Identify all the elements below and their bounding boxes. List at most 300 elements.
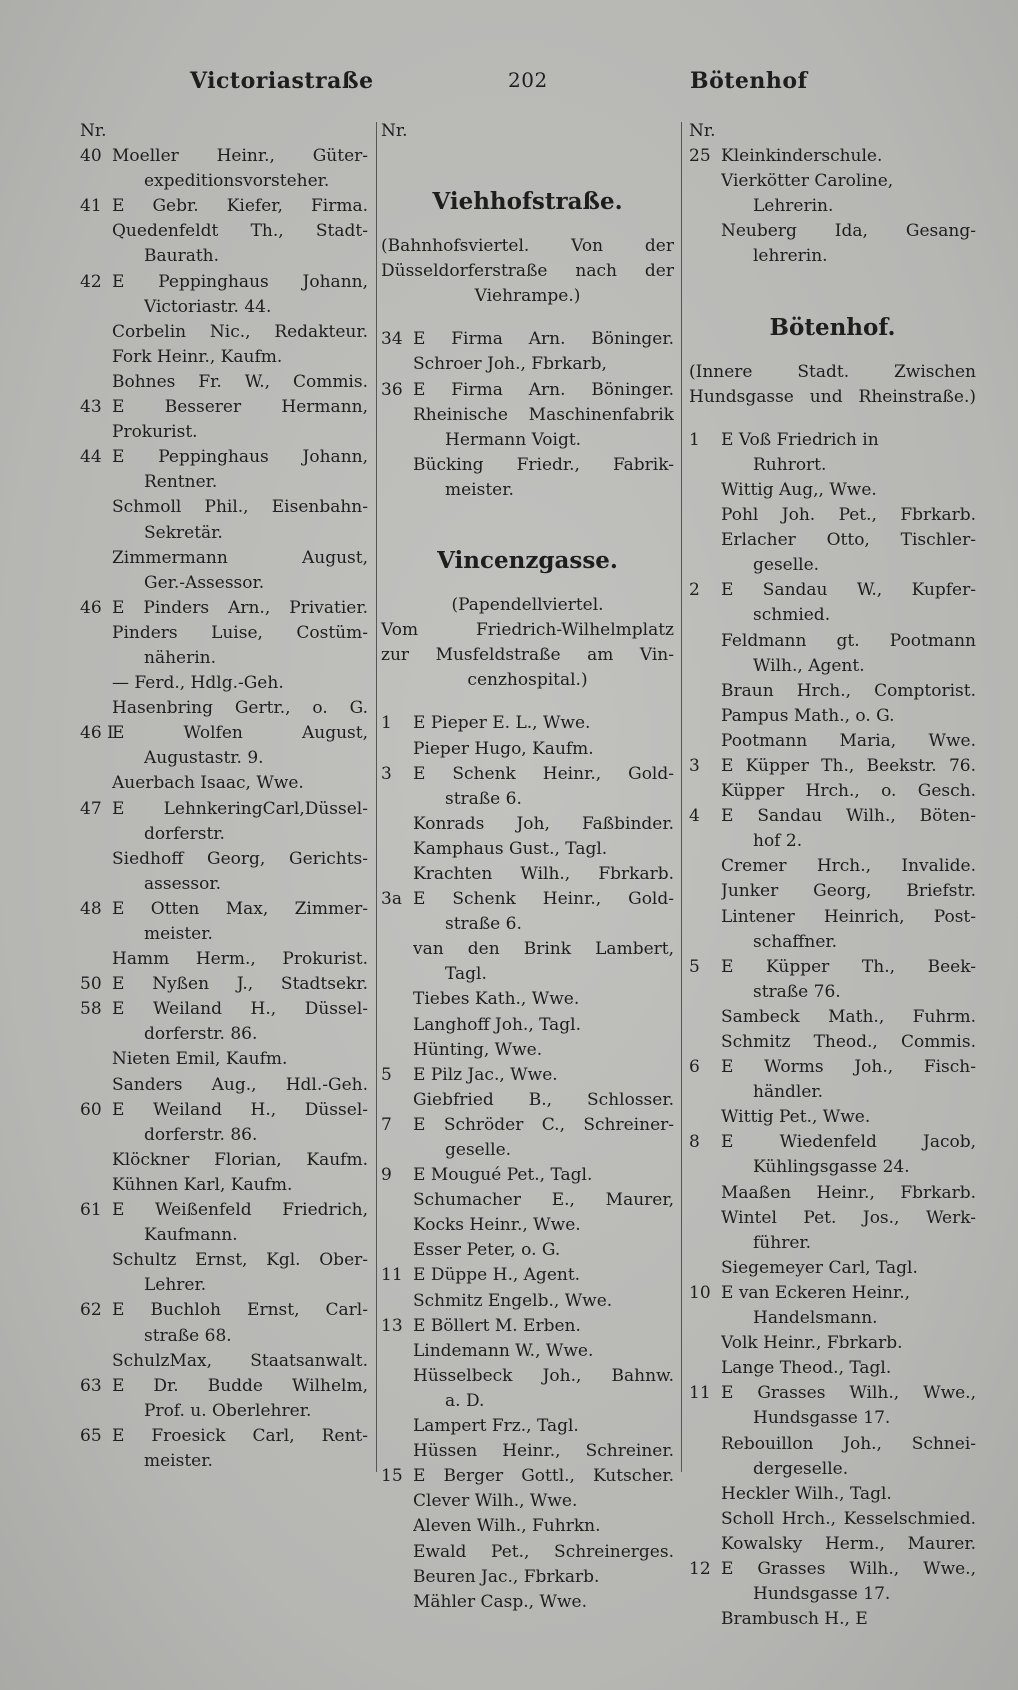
directory-entry-line	[80, 872, 368, 897]
directory-entry-line	[381, 478, 674, 503]
resident-text: Aleven Wilh., Fuhrkn.	[413, 1516, 601, 1537]
directory-entry-line	[689, 578, 976, 603]
street-description: Düsseldorferstraße nach der	[381, 261, 674, 282]
directory-entry-line	[80, 395, 368, 420]
resident-text: E Wiedenfeld Jacob,	[721, 1132, 976, 1153]
directory-entry-line	[80, 1198, 368, 1223]
house-number: 25	[689, 146, 711, 167]
house-number: 3	[689, 755, 700, 776]
resident-text: Kowalsky Herm., Maurer.	[721, 1533, 976, 1554]
directory-entry-line	[80, 671, 368, 696]
directory-entry-line	[80, 169, 368, 194]
directory-entry-line	[689, 629, 976, 654]
resident-text: hof 2.	[753, 831, 803, 852]
house-number: 46	[80, 597, 102, 618]
directory-entry-line	[381, 1138, 674, 1163]
directory-entry-line	[80, 1424, 368, 1449]
directory-entry-line	[381, 1088, 674, 1113]
house-number: 4	[689, 806, 700, 827]
resident-text: dergeselle.	[753, 1458, 849, 1479]
resident-text: Siedhoff Georg, Gerichts-	[112, 848, 368, 869]
house-number: 11	[689, 1383, 711, 1404]
house-number: 12	[689, 1558, 711, 1579]
resident-text: Bücking Friedr., Fabrik-	[413, 454, 674, 475]
directory-entry-line	[80, 546, 368, 571]
street-description: (Bahnhofsviertel. Von der	[381, 236, 674, 257]
directory-entry-line	[689, 829, 976, 854]
house-number: 10	[689, 1282, 711, 1303]
directory-entry-line	[381, 1113, 674, 1138]
resident-text: straße 68.	[144, 1325, 232, 1346]
directory-entry-line	[689, 503, 976, 528]
resident-text: Quedenfeldt Th., Stadt-	[112, 221, 368, 242]
resident-text: Heckler Wilh., Tagl.	[721, 1483, 892, 1504]
resident-text: straße 76.	[753, 981, 841, 1002]
house-number: 48	[80, 898, 102, 919]
resident-text: Wittig Pet., Wwe.	[721, 1107, 871, 1128]
directory-entry-line	[381, 119, 674, 144]
resident-text: Pinders Luise, Costüm-	[112, 622, 368, 643]
house-number: 43	[80, 397, 102, 418]
resident-text: E Weiland H., Düssel-	[112, 999, 368, 1020]
directory-entry-line	[381, 711, 674, 736]
resident-text: Schultz Ernst, Kgl. Ober-	[112, 1250, 368, 1271]
directory-entry-line	[689, 779, 976, 804]
resident-text: SchulzMax, Staatsanwalt.	[112, 1350, 368, 1371]
directory-entry-line	[80, 295, 368, 320]
resident-text: E Worms Joh., Fisch-	[721, 1057, 976, 1078]
directory-entry-line	[381, 1489, 674, 1514]
resident-text: E Berger Gottl., Kutscher.	[413, 1466, 674, 1487]
resident-text: E Böllert M. Erben.	[413, 1315, 581, 1336]
directory-entry-line	[80, 521, 368, 546]
house-number: 9	[381, 1165, 392, 1186]
directory-entry-line	[80, 746, 368, 771]
directory-entry-line	[381, 1038, 674, 1063]
resident-text: Lehrer.	[144, 1275, 207, 1296]
directory-entry-line	[381, 1364, 674, 1389]
house-number: 62	[80, 1300, 102, 1321]
resident-text: Wilh., Agent.	[753, 655, 865, 676]
resident-text: Klöckner Florian, Kaufm.	[112, 1149, 368, 1170]
resident-text: näherin.	[144, 647, 217, 668]
running-head-left: Victoriastraße	[190, 68, 374, 94]
directory-entry-line	[689, 980, 976, 1005]
directory-entry-line	[689, 553, 976, 578]
directory-entry-line	[689, 1030, 976, 1055]
resident-text: Beuren Jac., Fbrkarb.	[413, 1566, 600, 1587]
resident-text: Hüsselbeck Joh., Bahnw.	[413, 1365, 674, 1386]
resident-text: Kocks Heinr., Wwe.	[413, 1215, 581, 1236]
directory-entry-line	[689, 244, 976, 269]
resident-text: Junker Georg, Briefstr.	[721, 881, 976, 902]
house-number: 3a	[381, 889, 402, 910]
directory-entry-line	[80, 1399, 368, 1424]
directory-entry-line	[689, 194, 976, 219]
directory-entry-line	[381, 1063, 674, 1088]
resident-text: E Schenk Heinr., Gold-	[413, 763, 674, 784]
directory-entry-line	[689, 219, 976, 244]
directory-entry-line	[80, 621, 368, 646]
resident-text: E Pieper E. L., Wwe.	[413, 713, 591, 734]
resident-text: E Weißenfeld Friedrich,	[112, 1200, 368, 1221]
directory-entry-line	[689, 1231, 976, 1256]
directory-entry-line	[80, 1047, 368, 1072]
directory-entry-line	[80, 1148, 368, 1173]
directory-entry-line	[80, 1349, 368, 1374]
directory-entry-line	[689, 1406, 976, 1431]
directory-entry-line	[381, 1339, 674, 1364]
resident-text: Feldmann gt. Pootmann	[721, 630, 976, 651]
resident-text: Wittig Aug,, Wwe.	[721, 479, 877, 500]
house-number: 13	[381, 1315, 403, 1336]
directory-entry-line	[381, 1590, 674, 1615]
resident-text: E Gebr. Kiefer, Firma.	[112, 196, 368, 217]
resident-text: Kühlingsgasse 24.	[753, 1157, 910, 1178]
directory-entry-line	[80, 1173, 368, 1198]
directory-entry-line	[80, 1022, 368, 1047]
directory-entry-line	[80, 1073, 368, 1098]
house-number: 36	[381, 379, 403, 400]
directory-entry-line	[381, 1389, 674, 1414]
resident-text: lehrerin.	[753, 246, 828, 267]
directory-entry-line	[689, 1256, 976, 1281]
number-column-label: Nr.	[689, 121, 716, 141]
house-number: 61	[80, 1200, 102, 1221]
resident-text: Bohnes Fr. W., Commis.	[112, 371, 368, 392]
street-heading: Bötenhof.	[769, 313, 896, 341]
house-number: 60	[80, 1099, 102, 1120]
resident-text: van den Brink Lambert,	[413, 939, 674, 960]
directory-entry-line	[689, 1055, 976, 1080]
directory-entry-line	[689, 1432, 976, 1457]
directory-entry-line	[689, 1331, 976, 1356]
directory-entry-line	[689, 1130, 976, 1155]
directory-entry-line	[80, 696, 368, 721]
resident-text: dorferstr.	[144, 823, 225, 844]
house-number: 63	[80, 1375, 102, 1396]
directory-entry-line	[381, 1314, 674, 1339]
directory-entry-line	[381, 812, 674, 837]
resident-text: E Schenk Heinr., Gold-	[413, 889, 674, 910]
directory-entry-line	[381, 378, 674, 403]
directory-entry-line	[80, 420, 368, 445]
resident-text: Rentner.	[144, 472, 218, 493]
directory-entry-line	[80, 997, 368, 1022]
resident-text: Pohl Joh. Pet., Fbrkarb.	[721, 505, 976, 526]
house-number: 47	[80, 798, 102, 819]
resident-text: Ruhrort.	[753, 454, 827, 475]
directory-entry-line	[689, 169, 976, 194]
directory-entry-line	[689, 654, 976, 679]
running-head-right: Bötenhof	[690, 68, 808, 94]
directory-entry-line	[689, 905, 976, 930]
resident-text: Hüssen Heinr., Schreiner.	[413, 1441, 674, 1462]
directory-entry-line	[80, 596, 368, 621]
resident-text: Brambusch H., E	[721, 1609, 868, 1630]
resident-text: Hundsgasse 17.	[753, 1584, 891, 1605]
resident-text: Corbelin Nic., Redakteur.	[112, 321, 368, 342]
resident-text: E Nyßen J., Stadtsekr.	[112, 974, 368, 995]
house-number: 41	[80, 196, 102, 217]
resident-text: Siegemeyer Carl, Tagl.	[721, 1257, 918, 1278]
street-description: Viehrampe.)	[474, 286, 581, 307]
house-number: 50	[80, 974, 102, 995]
directory-entry-line	[381, 1414, 674, 1439]
directory-entry-line	[381, 1464, 674, 1489]
directory-entry-line	[381, 962, 674, 987]
resident-text: E Weiland H., Düssel-	[112, 1099, 368, 1120]
resident-text: Auerbach Isaac, Wwe.	[112, 773, 304, 794]
resident-text: Erlacher Otto, Tischler-	[721, 530, 976, 551]
resident-text: meister.	[144, 1450, 213, 1471]
directory-entry-line	[80, 972, 368, 997]
directory-entry-line	[381, 1289, 674, 1314]
directory-entry-line	[381, 937, 674, 962]
resident-text: E Peppinghaus Johann,	[112, 447, 368, 468]
house-number: 3	[381, 763, 392, 784]
directory-entry-line	[80, 571, 368, 596]
directory-entry-line	[689, 854, 976, 879]
directory-entry-line	[689, 1206, 976, 1231]
resident-text: Hünting, Wwe.	[413, 1039, 543, 1060]
directory-entry-line	[80, 1374, 368, 1399]
resident-text: Nieten Emil, Kaufm.	[112, 1049, 288, 1070]
directory-entry-line	[381, 352, 674, 377]
house-number: 2	[689, 580, 700, 601]
resident-text: Prof. u. Oberlehrer.	[144, 1400, 312, 1421]
resident-text: E Froesick Carl, Rent-	[112, 1425, 368, 1446]
resident-text: Wintel Pet. Jos., Werk-	[721, 1207, 976, 1228]
resident-text: Pampus Math., o. G.	[721, 705, 895, 726]
resident-text: Braun Hrch., Comptorist.	[721, 680, 976, 701]
resident-text: E Voß Friedrich in	[721, 429, 879, 450]
directory-entry-line	[80, 144, 368, 169]
resident-text: Hundsgasse 17.	[753, 1408, 891, 1429]
directory-entry-line	[80, 721, 368, 746]
directory-entry-line	[80, 194, 368, 219]
resident-text: dorferstr. 86.	[144, 1024, 258, 1045]
house-number: 42	[80, 271, 102, 292]
resident-text: Schmoll Phil., Eisenbahn-	[112, 497, 368, 518]
directory-entry-line	[381, 1263, 674, 1288]
directory-entry-line	[689, 1080, 976, 1105]
directory-entry-line	[80, 370, 368, 395]
column-middle	[381, 119, 674, 1615]
resident-text: E Peppinghaus Johann,	[112, 271, 368, 292]
directory-entry-line	[689, 804, 976, 829]
directory-entry-line	[381, 327, 674, 352]
resident-text: Cremer Hrch., Invalide.	[721, 856, 976, 877]
directory-entry-line	[381, 862, 674, 887]
street-description: Hundsgasse und Rheinstraße.)	[689, 386, 976, 407]
street-heading: Viehhofstraße.	[432, 188, 623, 216]
house-number: 5	[381, 1064, 392, 1085]
resident-text: Vierkötter Caroline,	[721, 171, 894, 192]
resident-text: E Sandau W., Kupfer-	[721, 580, 976, 601]
directory-entry-line	[381, 762, 674, 787]
resident-text: Kühnen Karl, Kaufm.	[112, 1174, 293, 1195]
directory-entry-line	[80, 270, 368, 295]
directory-entry-line	[689, 1582, 976, 1607]
resident-text: expeditionsvorsteher.	[144, 171, 330, 192]
directory-entry-line	[689, 754, 976, 779]
directory-entry-line	[381, 1188, 674, 1213]
directory-entry-line	[80, 345, 368, 370]
resident-text: E Otten Max, Zimmer-	[112, 898, 368, 919]
directory-entry-line	[689, 1381, 976, 1406]
directory-entry-line	[381, 1238, 674, 1263]
house-number: 34	[381, 329, 403, 350]
resident-text: a. D.	[445, 1390, 485, 1411]
directory-entry-line	[689, 1507, 976, 1532]
resident-text: E Firma Arn. Böninger.	[413, 329, 674, 350]
resident-text: E Pinders Arn., Privatier.	[112, 597, 368, 618]
resident-text: E Buchloh Ernst, Carl-	[112, 1300, 368, 1321]
resident-text: Tiebes Kath., Wwe.	[413, 989, 580, 1010]
directory-entry-line	[381, 1163, 674, 1188]
house-number: 44	[80, 447, 102, 468]
directory-entry-line	[80, 1248, 368, 1273]
number-column-label: Nr.	[381, 121, 408, 141]
resident-text: geselle.	[753, 555, 820, 576]
house-number: 40	[80, 146, 102, 167]
resident-text: Schroer Joh., Fbrkarb,	[413, 354, 607, 375]
directory-entry-line	[689, 1532, 976, 1557]
resident-text: Sambeck Math., Fuhrm.	[721, 1006, 976, 1027]
directory-entry-line	[689, 1105, 976, 1130]
house-number: 5	[689, 956, 700, 977]
resident-text: straße 6.	[445, 914, 522, 935]
resident-text: Clever Wilh., Wwe.	[413, 1491, 578, 1512]
directory-entry-line	[80, 1098, 368, 1123]
resident-text: Hermann Voigt.	[445, 429, 582, 450]
column-rule	[681, 122, 682, 1472]
directory-entry-line	[80, 495, 368, 520]
resident-text: Esser Peter, o. G.	[413, 1240, 561, 1261]
directory-entry-line	[80, 922, 368, 947]
resident-text: dorferstr. 86.	[144, 1124, 258, 1145]
house-number: 46 I	[80, 723, 114, 744]
directory-entry-line	[80, 797, 368, 822]
directory-entry-line	[381, 787, 674, 812]
directory-entry-line	[689, 1457, 976, 1482]
house-number: 6	[689, 1057, 700, 1078]
resident-text: Lampert Frz., Tagl.	[413, 1416, 579, 1437]
resident-text: Hasenbring Gertr., o. G.	[112, 698, 368, 719]
resident-text: Zimmermann August,	[112, 547, 368, 568]
directory-entry-line	[689, 955, 976, 980]
resident-text: Schmitz Theod., Commis.	[721, 1032, 976, 1052]
directory-entry-line	[381, 1439, 674, 1464]
resident-text: E Sandau Wilh., Böten-	[721, 806, 976, 827]
directory-entry-line	[689, 453, 976, 478]
resident-text: meister.	[445, 479, 514, 500]
resident-text: E Grasses Wilh., Wwe.,	[721, 1383, 976, 1404]
street-description: zur Musfeldstraße am Vin-	[381, 645, 674, 666]
directory-entry-line	[381, 737, 674, 762]
directory-entry-line	[381, 1540, 674, 1565]
resident-text: Schmitz Engelb., Wwe.	[413, 1290, 613, 1311]
resident-text: Hamm Herm., Prokurist.	[112, 949, 368, 970]
resident-text: assessor.	[144, 873, 221, 894]
resident-text: schaffner.	[753, 931, 838, 952]
resident-text: E Grasses Wilh., Wwe.,	[721, 1558, 976, 1579]
resident-text: E Firma Arn. Böninger.	[413, 379, 674, 400]
resident-text: E Besserer Hermann,	[112, 397, 368, 418]
resident-text: Moeller Heinr., Güter-	[112, 146, 368, 167]
resident-text: — Ferd., Hdlg.-Geh.	[112, 673, 284, 694]
directory-entry-line	[381, 403, 674, 428]
directory-entry-line	[381, 887, 674, 912]
resident-text: Augustastr. 9.	[144, 748, 264, 769]
house-number: 65	[80, 1425, 102, 1446]
directory-entry-line	[381, 428, 674, 453]
directory-entry-line	[80, 1324, 368, 1349]
directory-entry-line	[381, 1213, 674, 1238]
directory-entry-line	[80, 847, 368, 872]
resident-text: meister.	[144, 924, 213, 944]
directory-entry-line	[80, 470, 368, 495]
directory-entry-line	[689, 478, 976, 503]
directory-entry-line	[381, 453, 674, 478]
resident-text: E Pilz Jac., Wwe.	[413, 1064, 558, 1085]
resident-text: Neuberg Ida, Gesang-	[721, 221, 976, 242]
directory-entry-line	[381, 1013, 674, 1038]
directory-entry-line	[689, 679, 976, 704]
resident-text: E Wolfen August,	[112, 723, 368, 744]
street-description: Vom Friedrich-Wilhelmplatz	[381, 620, 674, 641]
resident-text: Scholl Hrch., Kesselschmied.	[721, 1508, 976, 1529]
resident-text: Sanders Aug., Hdl.-Geh.	[112, 1074, 368, 1095]
directory-entry-line	[80, 445, 368, 470]
resident-text: Giebfried B., Schlosser.	[413, 1089, 674, 1110]
resident-text: Schumacher E., Maurer,	[413, 1190, 674, 1211]
directory-entry-line	[80, 1223, 368, 1248]
directory-entry-line	[689, 1005, 976, 1030]
house-number: 7	[381, 1114, 392, 1135]
directory-entry-line	[381, 1514, 674, 1539]
directory-entry-line	[80, 822, 368, 847]
resident-text: E Dr. Budde Wilhelm,	[112, 1375, 368, 1396]
directory-entry-line	[689, 1356, 976, 1381]
resident-text: Sekretär.	[144, 522, 223, 543]
resident-text: Volk Heinr., Fbrkarb.	[721, 1333, 903, 1354]
resident-text: Victoriastr. 44.	[144, 296, 272, 317]
directory-entry-line	[689, 144, 976, 169]
resident-text: Tagl.	[445, 964, 487, 985]
resident-text: straße 6.	[445, 788, 522, 809]
page-number: 202	[508, 68, 548, 92]
directory-entry-line	[689, 1155, 976, 1180]
resident-text: E Küpper Th., Beek-	[721, 956, 976, 977]
resident-text: Baurath.	[144, 246, 220, 267]
directory-entry-line	[689, 1482, 976, 1507]
directory-entry-line	[80, 947, 368, 972]
resident-text: E Küpper Th., Beekstr. 76.	[721, 755, 976, 776]
directory-entry-line	[80, 1273, 368, 1298]
resident-text: Langhoff Joh., Tagl.	[413, 1014, 582, 1035]
resident-text: E van Eckeren Heinr.,	[721, 1282, 911, 1303]
resident-text: Ger.-Assessor.	[144, 572, 265, 593]
directory-entry-line	[80, 1123, 368, 1148]
house-number: 1	[689, 429, 700, 450]
number-column-label: Nr.	[80, 121, 107, 141]
directory-entry-line	[80, 244, 368, 269]
resident-text: Konrads Joh, Faßbinder.	[413, 813, 674, 834]
resident-text: Kamphaus Gust., Tagl.	[413, 838, 608, 859]
house-number: 11	[381, 1265, 403, 1286]
